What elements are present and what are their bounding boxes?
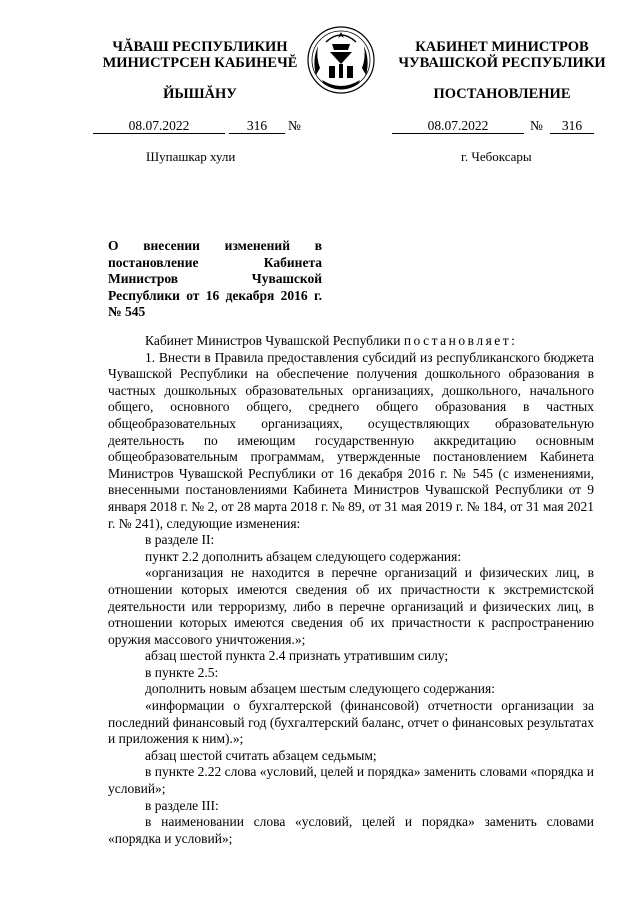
coat-of-arms-icon: [302, 20, 380, 102]
header-left-line1: ЧĂВАШ РЕСПУБЛИКИН: [112, 39, 288, 55]
right-date: 08.07.2022: [392, 118, 524, 134]
paragraph: дополнить новым абзацем шестым следующего содержания:: [145, 681, 495, 697]
header-left-line2: МИНИСТРСЕН КАБИНЕЧĔ: [102, 55, 298, 71]
intro-verb: постановляет:: [403, 333, 518, 348]
paragraph: в разделе III:: [145, 797, 219, 813]
paragraph: 1. Внести в Правила предоставления субсидий из республиканского бюджета Чувашской Республики на обеспечение получения дошкольного образования в частных дошкольных образовательных организациях, дошкольного, начального общего, основного общего, среднего общего образования в частных общеобразовательных организациях, осуществляющих образовательную деятельность по имеющим государственную аккредитацию основным общеобразовательным программам, утвержденные постановлением Кабинета Министров Чувашской Республики от 16 декабря 2016 г. № 545 (с изменениями, внесенными постановлениями Кабинета Министров Чувашской Республики от 9 января 2018 г. № 2, от 28 марта 2018 г. № 89, от 31 мая 2019 г. № 184, от 31 мая 2021 г. № 241), следующие изменения:: [108, 349, 594, 531]
header-right-doc-type: ПОСТАНОВЛЕНИЕ: [433, 86, 571, 102]
left-number: 316: [229, 118, 285, 134]
left-date: 08.07.2022: [93, 118, 225, 134]
right-city: г. Чебоксары: [461, 149, 532, 164]
paragraph: «информации о бухгалтерской (финансовой) отчетности организации за последний финансовый год (бухгалтерский баланс, отчет о финансовых результатах и приложения к ним).»;: [108, 698, 594, 747]
intro-prefix: Кабинет Министров Чувашской Республики: [145, 333, 401, 348]
header-right-org: [387, 39, 617, 71]
left-city: Шупашкар хули: [146, 149, 236, 164]
paragraph: абзац шестой считать абзацем седьмым;: [145, 747, 377, 763]
header-left-doc-type: ЙЫШĂНУ: [163, 86, 237, 102]
left-number-sign: №: [288, 118, 301, 133]
paragraph: в наименовании слова «условий, целей и порядка» заменить словами «порядка и условий»;: [108, 814, 594, 846]
right-number-sign: №: [530, 118, 543, 133]
intro-line: [108, 333, 594, 350]
document-body: [108, 333, 594, 847]
paragraph: в пункте 2.22 слова «условий, целей и порядка» заменить словами «порядка и условий»;: [108, 764, 594, 797]
header-left-org: [85, 39, 315, 71]
paragraph: «организация не находится в перечне организаций и физических лиц, в отношении которых имеются сведения об их причастности к экстремистской деятельности или терроризму, либо в перечне организаций и физических лиц, в отношении которых имеются сведения об их причастности к распространению оружия массового уничтожения.»;: [108, 565, 594, 647]
header-right-line2: ЧУВАШСКОЙ РЕСПУБЛИКИ: [398, 55, 606, 71]
right-number: 316: [550, 118, 594, 134]
paragraph: абзац шестой пункта 2.4 признать утратившим силу;: [145, 648, 449, 664]
header-right-line1: КАБИНЕТ МИНИСТРОВ: [415, 39, 589, 55]
paragraph: пункт 2.2 дополнить абзацем следующего содержания:: [145, 548, 462, 564]
document-subject: О внесении изменений в постановление Кабинета Министров Чувашской Республики от 16 декабря 2016 г. № 545: [108, 238, 322, 319]
paragraph: в пункте 2.5:: [145, 664, 219, 680]
paragraph: в разделе II:: [145, 532, 215, 548]
